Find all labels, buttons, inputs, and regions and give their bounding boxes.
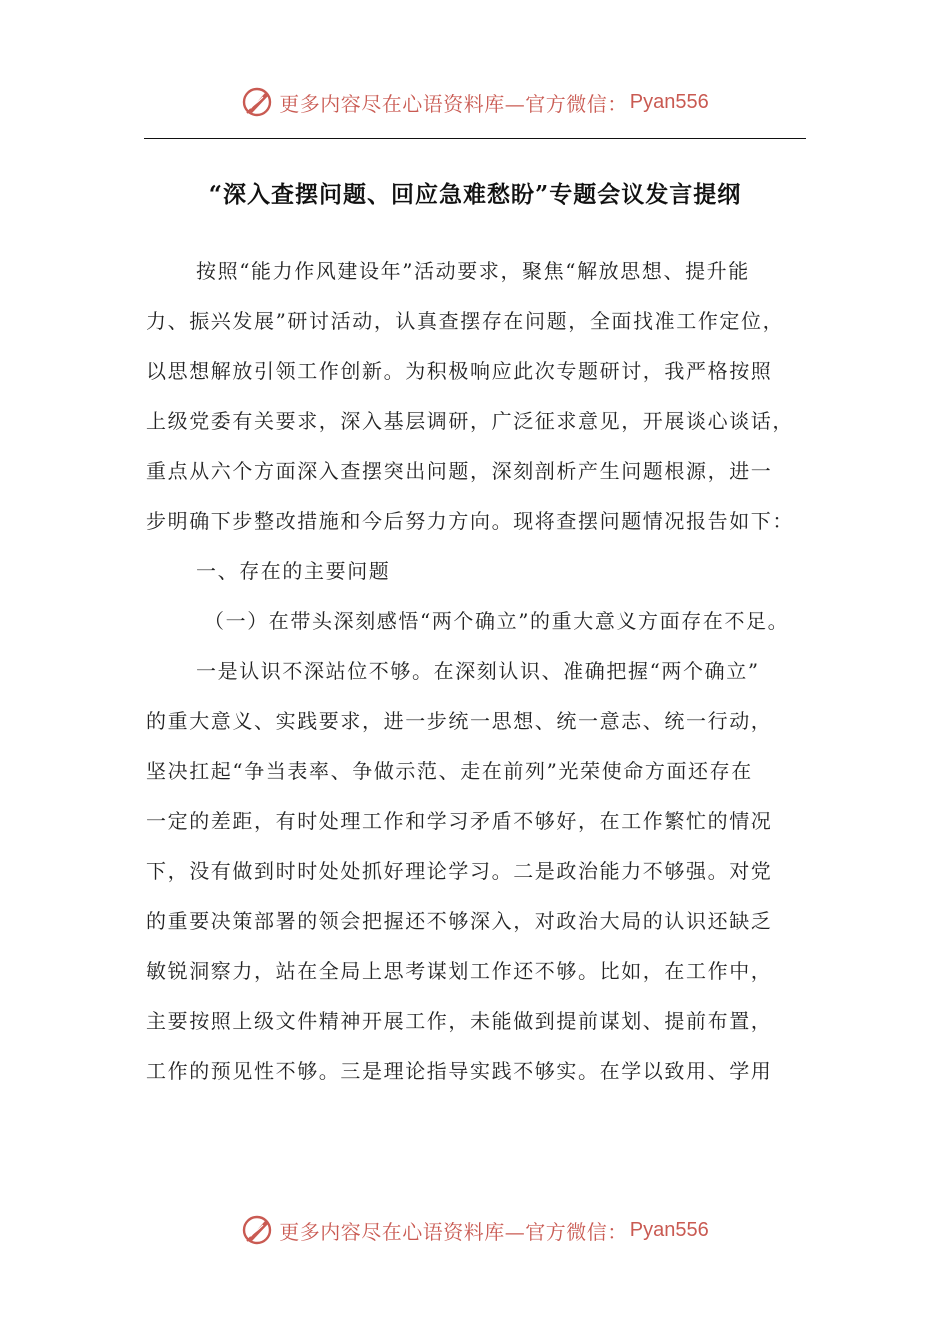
body-line: 步明确下步整改措施和今后努力方向。现将查摆问题情况报告如下： [146, 509, 794, 533]
body-line: 坚决扛起“争当表率、争做示范、走在前列”光荣使命方面还存在 [146, 759, 753, 783]
body-line: 工作的预见性不够。三是理论指导实践不够实。在学以致用、学用 [146, 1059, 773, 1083]
document-title: “深入查摆问题、回应急难愁盼”专题会议发言提纲 [208, 181, 742, 208]
body-line: 重点从六个方面深入查摆突出问题，深刻剖析产生问题根源，进一 [146, 459, 773, 483]
body-line: 下，没有做到时时处处抓好理论学习。二是政治能力不够强。对党 [146, 859, 773, 883]
body-line: 按照“能力作风建设年”活动要求，聚焦“解放思想、提升能 [196, 259, 750, 283]
section-heading: 一、存在的主要问题 [196, 559, 391, 583]
body-line: 上级党委有关要求，深入基层调研，广泛征求意见，开展谈心谈话， [146, 409, 794, 433]
body-line: 一是认识不深站位不够。在深刻认识、准确把握“两个确立” [196, 659, 760, 683]
footer-banner [0, 1210, 950, 1250]
header-brand-text: 更多内容尽在心语资料库—官方微信： [279, 91, 628, 116]
body-line: 以思想解放引领工作创新。为积极响应此次专题研讨，我严格按照 [146, 359, 773, 383]
subsection-heading: （一）在带头深刻感悟“两个确立”的重大意义方面存在不足。 [204, 609, 790, 633]
body-line: 的重要决策部署的领会把握还不够深入，对政治大局的认识还缺乏 [146, 909, 773, 933]
header-banner [0, 82, 950, 122]
body-line: 敏锐洞察力，站在全局上思考谋划工作还不够。比如，在工作中， [146, 959, 773, 983]
quill-logo-icon [241, 1213, 275, 1247]
body-line: 的重大意义、实践要求，进一步统一思想、统一意志、统一行动， [146, 709, 773, 733]
footer-brand-text: 更多内容尽在心语资料库—官方微信： [279, 1219, 628, 1244]
header-divider [144, 138, 806, 139]
body-line: 主要按照上级文件精神开展工作，未能做到提前谋划、提前布置， [146, 1009, 773, 1033]
header-wechat-handle: Pyan556 [629, 90, 709, 113]
footer-wechat-handle: Pyan556 [629, 1218, 709, 1241]
body-line: 一定的差距，有时处理工作和学习矛盾不够好，在工作繁忙的情况 [146, 809, 773, 833]
quill-logo-icon [241, 85, 275, 119]
body-line: 力、振兴发展”研讨活动，认真查摆存在问题，全面找准工作定位， [146, 309, 785, 333]
document-body [146, 246, 826, 1096]
